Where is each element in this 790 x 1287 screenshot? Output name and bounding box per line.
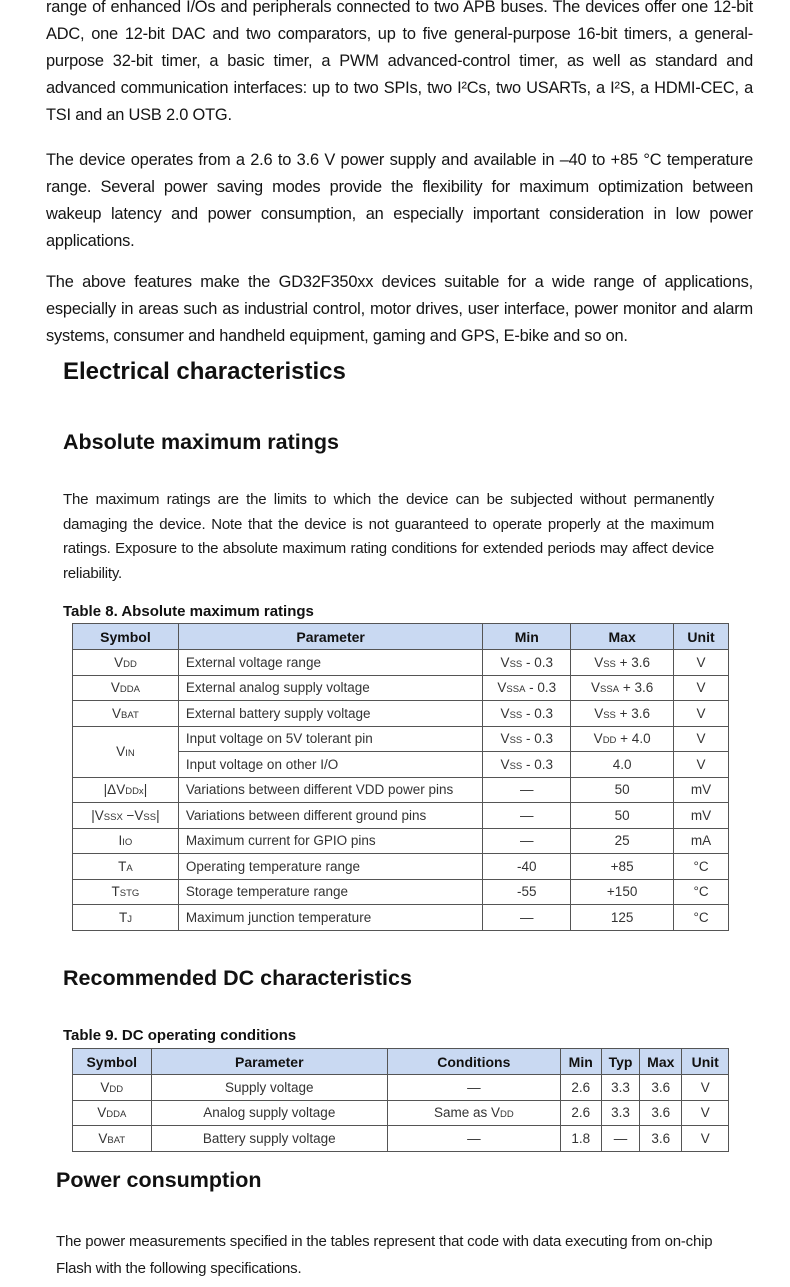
min-value: V [500, 705, 510, 721]
symbol-text: |ΔV [103, 782, 126, 798]
table-row [73, 854, 729, 880]
min-value: V [497, 680, 507, 696]
min-cell [483, 650, 571, 676]
table-row [73, 1100, 729, 1126]
min-value: — [520, 807, 534, 823]
max-value: 50 [614, 807, 630, 823]
min-value: V [500, 654, 510, 670]
max-value: 25 [614, 833, 630, 849]
unit-cell: V [682, 1126, 729, 1152]
min-value: — [520, 909, 534, 925]
symbol-cell [73, 879, 179, 905]
symbol-text: T [118, 858, 127, 874]
min-subscript: SS [509, 760, 523, 772]
symbol-subscript: J [127, 913, 132, 925]
min-value: -55 [517, 884, 537, 900]
symbol-text: −V [122, 807, 144, 823]
max-cell [571, 803, 674, 829]
symbol-cell [73, 777, 179, 803]
max-cell: 3.6 [640, 1075, 682, 1101]
col-unit: Unit [674, 624, 729, 650]
max-cell [571, 777, 674, 803]
unit-cell: °C [674, 879, 729, 905]
min-cell [483, 701, 571, 727]
intro-paragraph-3: The above features make the GD32F350xx devices suitable for a wide range of applications, especially in areas such as industrial control, motor drives, user interface, power monitor and alarm systems, consumer and handheld equipment, gaming and GPS, E-bike and so on. [46, 273, 753, 345]
min-subscript: SS [509, 709, 523, 721]
min-value: -40 [517, 858, 537, 874]
col-typ: Typ [601, 1049, 639, 1075]
max-cell [571, 726, 674, 752]
min-subscript: SS [509, 658, 523, 670]
conditions-cell [388, 1075, 561, 1101]
max-value: 50 [614, 782, 630, 798]
symbol-cell [73, 1100, 152, 1126]
absolute-max-ratings-heading: Absolute maximum ratings [63, 430, 339, 454]
unit-cell: V [674, 752, 729, 778]
table-row [73, 879, 729, 905]
symbol-subscript: BAT [121, 709, 139, 721]
col-min: Min [483, 624, 571, 650]
parameter-cell: Storage temperature range [178, 879, 482, 905]
table-row [73, 777, 729, 803]
parameter-cell: External analog supply voltage [178, 675, 482, 701]
min-cell [483, 752, 571, 778]
max-value: V [594, 705, 604, 721]
min-cell: 1.8 [560, 1126, 601, 1152]
unit-cell: V [682, 1075, 729, 1101]
min-value: — [520, 782, 534, 798]
symbol-text: T [118, 909, 128, 925]
min-subscript: SS [509, 735, 523, 747]
symbol-cell [73, 905, 179, 931]
table-row [73, 701, 729, 727]
min-value: - 0.3 [522, 705, 554, 721]
table-header-row [73, 1049, 729, 1075]
power-consumption-paragraph: The power measurements specified in the tables represent that code with data executing from on-chip Flash with the following specifications. [56, 1233, 713, 1277]
max-cell [571, 675, 674, 701]
table-row [73, 1075, 729, 1101]
symbol-cell [73, 1075, 152, 1101]
table-row [73, 726, 729, 752]
parameter-cell: Variations between different ground pins [178, 803, 482, 829]
max-cell [571, 701, 674, 727]
unit-cell: °C [674, 905, 729, 931]
symbol-text: T [111, 884, 120, 900]
unit-cell: mV [674, 777, 729, 803]
electrical-characteristics-heading: Electrical characteristics [63, 358, 346, 385]
max-value: 125 [610, 909, 634, 925]
parameter-cell: Battery supply voltage [151, 1126, 388, 1152]
typ-cell: — [601, 1126, 639, 1152]
min-cell [483, 879, 571, 905]
max-cell: 3.6 [640, 1100, 682, 1126]
min-cell [483, 828, 571, 854]
symbol-subscript: A [126, 862, 133, 874]
symbol-text: V [112, 705, 122, 721]
symbol-cell [73, 726, 179, 777]
conditions-subscript: DD [499, 1109, 514, 1121]
table-row [73, 828, 729, 854]
table-header-row [73, 624, 729, 650]
min-cell [483, 803, 571, 829]
symbol-text: | [156, 807, 160, 823]
symbol-subscript: DDA [106, 1109, 127, 1121]
unit-cell: V [682, 1100, 729, 1126]
min-cell: 2.6 [560, 1100, 601, 1126]
power-consumption-heading: Power consumption [56, 1168, 262, 1192]
conditions-cell [388, 1126, 561, 1152]
conditions-text: — [467, 1079, 481, 1095]
min-value: - 0.3 [522, 654, 554, 670]
symbol-subscript: DD [123, 658, 137, 670]
symbol-subscript: SS [143, 811, 157, 823]
recommended-dc-heading: Recommended DC characteristics [63, 966, 412, 990]
min-cell [483, 675, 571, 701]
symbol-cell [73, 828, 179, 854]
symbol-cell [73, 854, 179, 880]
parameter-cell: External battery supply voltage [178, 701, 482, 727]
min-cell [483, 854, 571, 880]
symbol-cell [73, 675, 179, 701]
parameter-cell: Maximum junction temperature [178, 905, 482, 931]
conditions-cell [388, 1100, 561, 1126]
unit-cell: mV [674, 803, 729, 829]
max-subscript: DD [602, 735, 617, 747]
typ-cell: 3.3 [601, 1100, 639, 1126]
max-cell [571, 905, 674, 931]
unit-cell: V [674, 650, 729, 676]
symbol-cell [73, 1126, 152, 1152]
parameter-cell: Operating temperature range [178, 854, 482, 880]
max-value: +150 [606, 884, 638, 900]
conditions-text: Same as V [433, 1105, 500, 1121]
parameter-cell: External voltage range [178, 650, 482, 676]
min-cell [483, 777, 571, 803]
min-value: V [500, 731, 510, 747]
symbol-subscript: IO [122, 837, 133, 849]
max-cell: 3.6 [640, 1126, 682, 1152]
min-value: - 0.3 [522, 731, 554, 747]
intro-paragraph-1: range of enhanced I/Os and peripherals connected to two APB buses. The devices offer one 12-bit ADC, one 12-bit DAC and two comparators, up to five general-purpose 16-bit timers, a general-purpose 32-bit timer, a basic timer, a PWM advanced-control timer, as well as standard and advanced communication interfaces: up to two SPIs, two I²Cs, two USARTs, a I²S, a HDMI-CEC, a TSI and an USB 2.0 OTG. [46, 0, 753, 124]
symbol-text: V [116, 744, 126, 759]
symbol-text: V [98, 1130, 108, 1146]
dc-operating-conditions-table [72, 1048, 729, 1152]
min-cell [483, 726, 571, 752]
max-value: + 3.6 [619, 680, 654, 696]
min-cell [483, 905, 571, 931]
parameter-cell: Supply voltage [151, 1075, 388, 1101]
col-symbol: Symbol [73, 1049, 152, 1075]
symbol-subscript: SSX [103, 811, 123, 823]
col-min: Min [560, 1049, 601, 1075]
min-value: — [520, 833, 534, 849]
intro-paragraph-2: The device operates from a 2.6 to 3.6 V power supply and available in –40 to +85 °C temperature range. Several power saving modes provide the flexibility for maximum optimization between wakeup latency and power consumption, an especially important consideration in low power applications. [46, 151, 753, 250]
table-row [73, 650, 729, 676]
unit-cell: mA [674, 828, 729, 854]
table-8-caption: Table 8. Absolute maximum ratings [63, 603, 314, 620]
symbol-subscript: DDA [119, 684, 140, 696]
table-row [73, 803, 729, 829]
min-subscript: SSA [506, 684, 526, 696]
symbol-subscript: DDx [125, 786, 144, 798]
conditions-text: — [467, 1130, 481, 1146]
unit-cell: °C [674, 854, 729, 880]
max-value: V [591, 680, 601, 696]
unit-cell: V [674, 675, 729, 701]
table-row [73, 905, 729, 931]
max-subscript: SS [603, 709, 616, 721]
parameter-cell: Variations between different VDD power pins [178, 777, 482, 803]
max-cell [571, 879, 674, 905]
parameter-cell: Input voltage on other I/O [178, 752, 482, 778]
max-value: V [593, 731, 603, 747]
unit-cell: V [674, 726, 729, 752]
col-max: Max [571, 624, 674, 650]
parameter-cell: Maximum current for GPIO pins [178, 828, 482, 854]
max-cell [571, 752, 674, 778]
symbol-text: V [97, 1105, 107, 1121]
col-conditions: Conditions [388, 1049, 561, 1075]
symbol-subscript: BAT [107, 1134, 126, 1146]
absolute-max-ratings-table [72, 623, 729, 931]
symbol-subscript: IN [125, 748, 135, 759]
max-subscript: SSA [600, 684, 620, 696]
col-parameter: Parameter [178, 624, 482, 650]
symbol-cell [73, 701, 179, 727]
parameter-cell: Analog supply voltage [151, 1100, 388, 1126]
min-value: - 0.3 [525, 680, 557, 696]
max-cell [571, 828, 674, 854]
symbol-cell [73, 803, 179, 829]
max-value: + 4.0 [616, 731, 651, 747]
absolute-max-ratings-paragraph: The maximum ratings are the limits to which the device can be subjected without permanently damaging the device. Note that the device is not guaranteed to operate properly at the maximum ratings. Exposure to the absolute maximum rating conditions for extended periods may affect device reliability. [63, 491, 714, 582]
min-cell: 2.6 [560, 1075, 601, 1101]
symbol-text: | [143, 782, 148, 798]
col-parameter: Parameter [151, 1049, 388, 1075]
table-row [73, 675, 729, 701]
symbol-text: |V [91, 807, 104, 823]
max-value: 4.0 [612, 756, 632, 772]
min-value: V [500, 756, 510, 772]
col-unit: Unit [682, 1049, 729, 1075]
symbol-text: V [100, 1079, 110, 1095]
max-value: + 3.6 [615, 654, 651, 670]
min-value: - 0.3 [522, 756, 554, 772]
max-value: V [594, 654, 604, 670]
max-subscript: SS [603, 658, 616, 670]
symbol-text: V [110, 680, 120, 696]
symbol-text: I [118, 833, 123, 849]
typ-cell: 3.3 [601, 1075, 639, 1101]
col-max: Max [640, 1049, 682, 1075]
table-row [73, 1126, 729, 1152]
max-cell [571, 650, 674, 676]
parameter-cell: Input voltage on 5V tolerant pin [178, 726, 482, 752]
unit-cell: V [674, 701, 729, 727]
symbol-text: V [114, 654, 124, 670]
symbol-cell [73, 650, 179, 676]
col-symbol: Symbol [73, 624, 179, 650]
max-cell [571, 854, 674, 880]
max-value: +85 [610, 858, 634, 874]
symbol-subscript: STG [119, 888, 140, 900]
max-value: + 3.6 [615, 705, 651, 721]
symbol-subscript: DD [109, 1083, 124, 1095]
table-9-caption: Table 9. DC operating conditions [63, 1027, 297, 1044]
